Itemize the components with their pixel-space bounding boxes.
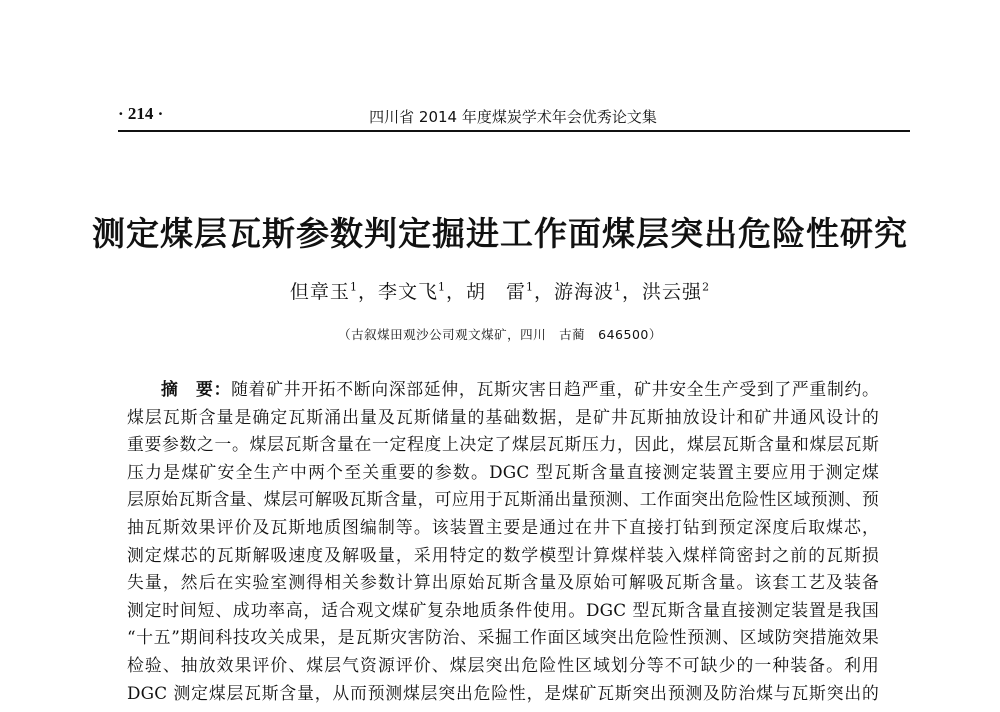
abstract-line: 检验、抽放效果评价、煤层气资源评价、煤层突出危险性区域划分等不可缺少的一种装备。利用 bbox=[127, 654, 879, 675]
author-list: 但章玉$^1$，李文飞$^1$，胡 雷$^1$，游海波$^1$，洪云强$^2$ bbox=[289, 280, 711, 303]
affiliation: （古叙煤田观沙公司观文煤矿，四川 古蔺 646500） bbox=[338, 327, 662, 342]
author-name: 李文飞 bbox=[377, 281, 438, 303]
page-number: · 214 · bbox=[118, 104, 164, 123]
running-header bbox=[118, 100, 908, 130]
abstract-line: 失量，然后在实验室测得相关参数计算出原始瓦斯含量及原始可解吸瓦斯含量。该套工艺及装备 bbox=[127, 572, 879, 593]
abstract-line: 重要参数之一。煤层瓦斯含量在一定程度上决定了煤层瓦斯压力，因此，煤层瓦斯含量和煤层瓦斯 bbox=[127, 434, 879, 455]
abstract-line: “十五”期间科技攻关成果，是瓦斯灾害防治、采掘工作面区域突出危险性预测、区域防突措施效果 bbox=[127, 627, 879, 648]
abstract-label: 摘 要： bbox=[161, 379, 232, 399]
abstract-line: 层原始瓦斯含量、煤层可解吸瓦斯含量，可应用于瓦斯涌出量预测、工作面突出危险性区域预测、预 bbox=[127, 489, 879, 510]
abstract-line: 压力是煤矿安全生产中两个至关重要的参数。DGC 型瓦斯含量直接测定装置主要应用于测定煤 bbox=[127, 461, 879, 482]
author-affiliation-mark: 2 bbox=[702, 280, 711, 294]
abstract-line: 抽瓦斯效果评价及瓦斯地质图编制等。该装置主要是通过在井下直接打钻到预定深度后取煤芯， bbox=[127, 516, 879, 537]
abstract-line: 测定煤芯的瓦斯解吸速度及解吸量，采用特定的数学模型计算煤样装入煤样筒密封之前的瓦斯损 bbox=[127, 544, 879, 565]
author-affiliation-mark: 1 bbox=[614, 280, 623, 294]
abstract-line: 煤层瓦斯含量是确定瓦斯涌出量及瓦斯储量的基础数据，是矿井瓦斯抽放设计和矿井通风设计的 bbox=[127, 406, 879, 427]
paper-title: 测定煤层瓦斯参数判定掘进工作面煤层突出危险性研究 bbox=[92, 214, 908, 253]
author-name: 游海波 bbox=[554, 281, 615, 303]
header-rule bbox=[118, 130, 910, 132]
author-name: 胡 雷 bbox=[465, 281, 526, 303]
author-affiliation-mark: 1 bbox=[526, 280, 534, 294]
abstract bbox=[127, 376, 879, 707]
author-affiliation-mark: 1 bbox=[437, 280, 446, 294]
abstract-line: 测定时间短、成功率高，适合观文煤矿复杂地质条件使用。DGC 型瓦斯含量直接测定装置是我国 bbox=[127, 599, 879, 620]
author-name: 但章玉 bbox=[289, 281, 350, 303]
abstract-line bbox=[127, 376, 879, 404]
author-name: 洪云强 bbox=[642, 281, 703, 303]
abstract-line: DGC 测定煤层瓦斯含量，从而预测煤层突出危险性，是煤矿瓦斯突出预测及防治煤与瓦斯突出的 bbox=[127, 682, 879, 703]
abstract-text: 随着矿井开拓不断向深部延伸，瓦斯灾害日趋严重，矿井安全生产受到了严重制约。 bbox=[231, 379, 879, 399]
author-affiliation-mark: 1 bbox=[349, 280, 358, 294]
journal-title: 四川省 2014 年度煤炭学术年会优秀论文集 bbox=[369, 108, 657, 126]
